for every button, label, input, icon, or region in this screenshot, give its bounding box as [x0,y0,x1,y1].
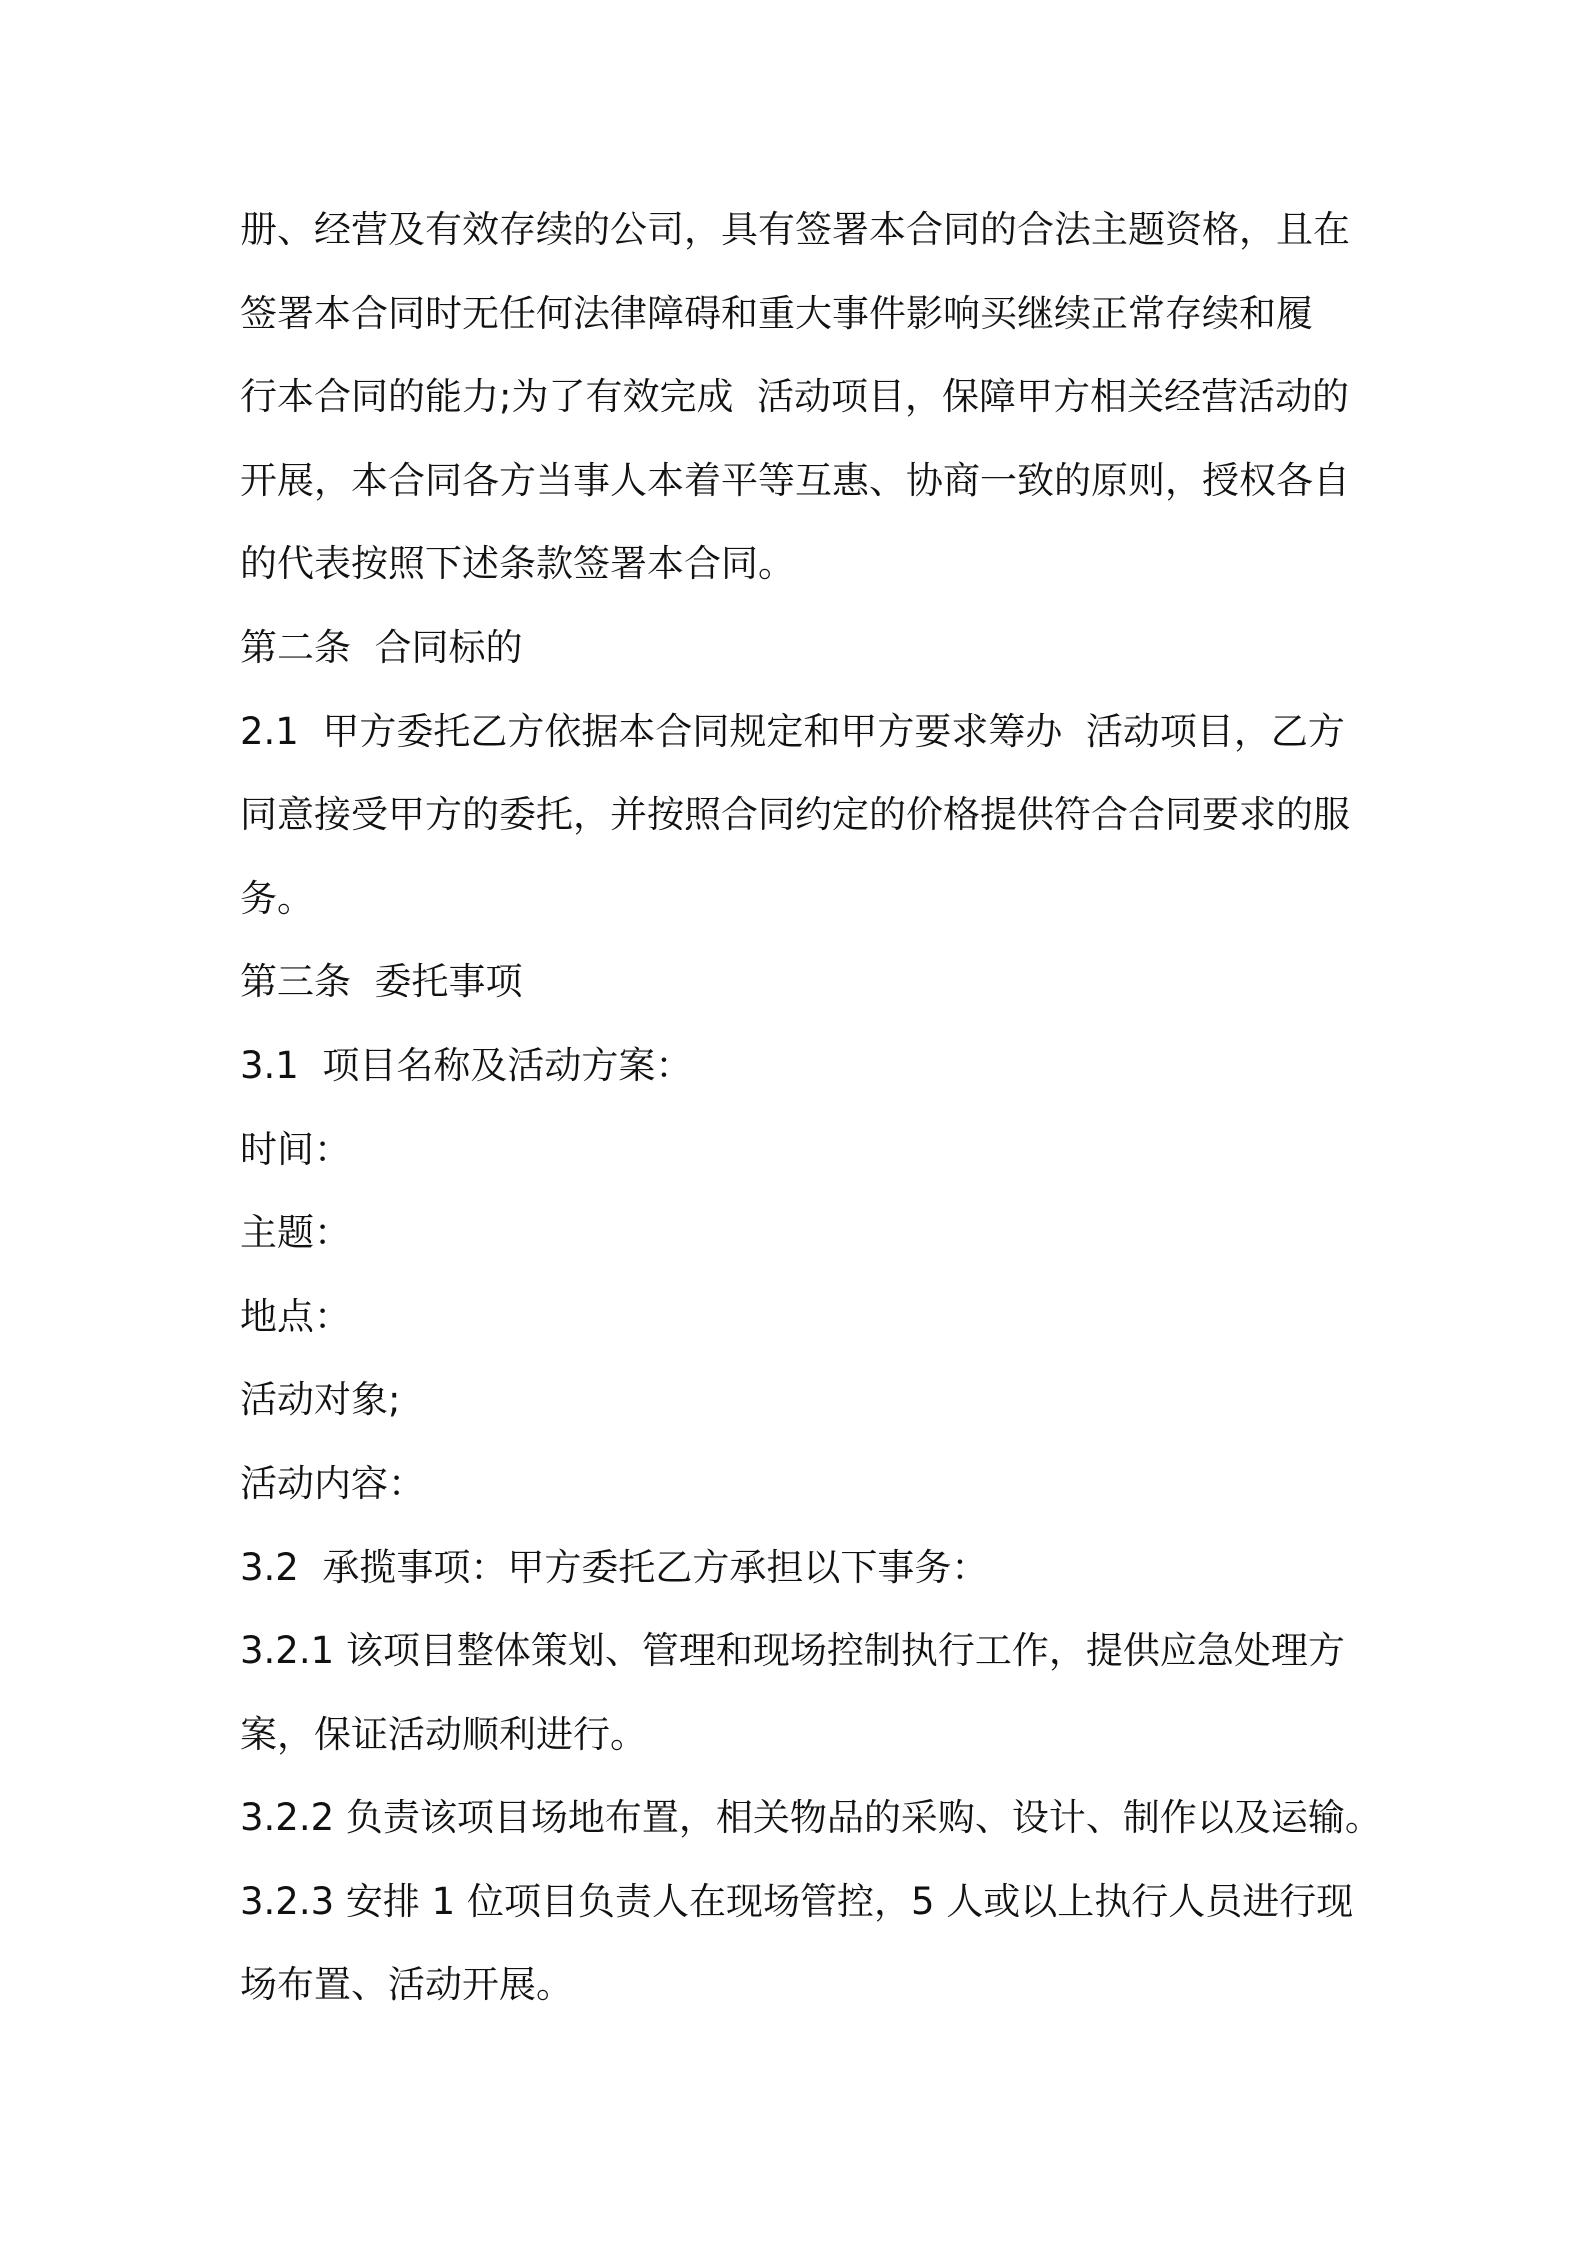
body-line: 同意接受甲方的委托，并按照合同约定的价格提供符合合同要求的服 [240,793,1350,837]
field-label-theme: 主题： [240,1211,351,1255]
clause-line: 3.1 项目名称及活动方案： [240,1043,693,1087]
body-line: 的代表按照下述条款签署本合同。 [240,542,795,586]
field-label-audience: 活动对象; [240,1378,401,1422]
clause-line: 3.2.3 安排 1 位项目负责人在现场管控，5 人或以上执行人员进行现 [240,1879,1354,1923]
body-line: 签署本合同时无任何法律障碍和重大事件影响买继续正常存续和履 [240,291,1313,335]
field-label-location: 地点： [240,1294,351,1338]
body-line: 册、经营及有效存续的公司，具有签署本合同的合法主题资格，且在 [240,208,1350,251]
article-heading: 第二条 合同标的 [240,625,523,669]
body-line: 开展，本合同各方当事人本着平等互惠、协商一致的原则，授权各自 [240,458,1350,502]
clause-line: 3.2.1 该项目整体策划、管理和现场控制执行工作，提供应急处理方 [240,1629,1345,1673]
clause-line: 3.2 承揽事项：甲方委托乙方承担以下事务： [240,1545,989,1589]
body-line: 行本合同的能力;为了有效完成 活动项目，保障甲方相关经营活动的 [240,375,1349,419]
field-label-time: 时间： [240,1127,351,1171]
field-label-content: 活动内容： [240,1461,425,1505]
document-body [240,197,1382,2036]
body-line: 务。 [240,876,314,920]
body-line: 案，保证活动顺利进行。 [240,1712,647,1756]
body-line: 场布置、活动开展。 [240,1963,573,2007]
body-line: 2.1 甲方委托乙方依据本合同规定和甲方要求筹办 活动项目，乙方 [240,709,1345,753]
clause-line: 3.2.2 负责该项目场地布置，相关物品的采购、设计、制作以及运输。 [240,1796,1382,1840]
article-heading: 第三条 委托事项 [240,960,523,1004]
